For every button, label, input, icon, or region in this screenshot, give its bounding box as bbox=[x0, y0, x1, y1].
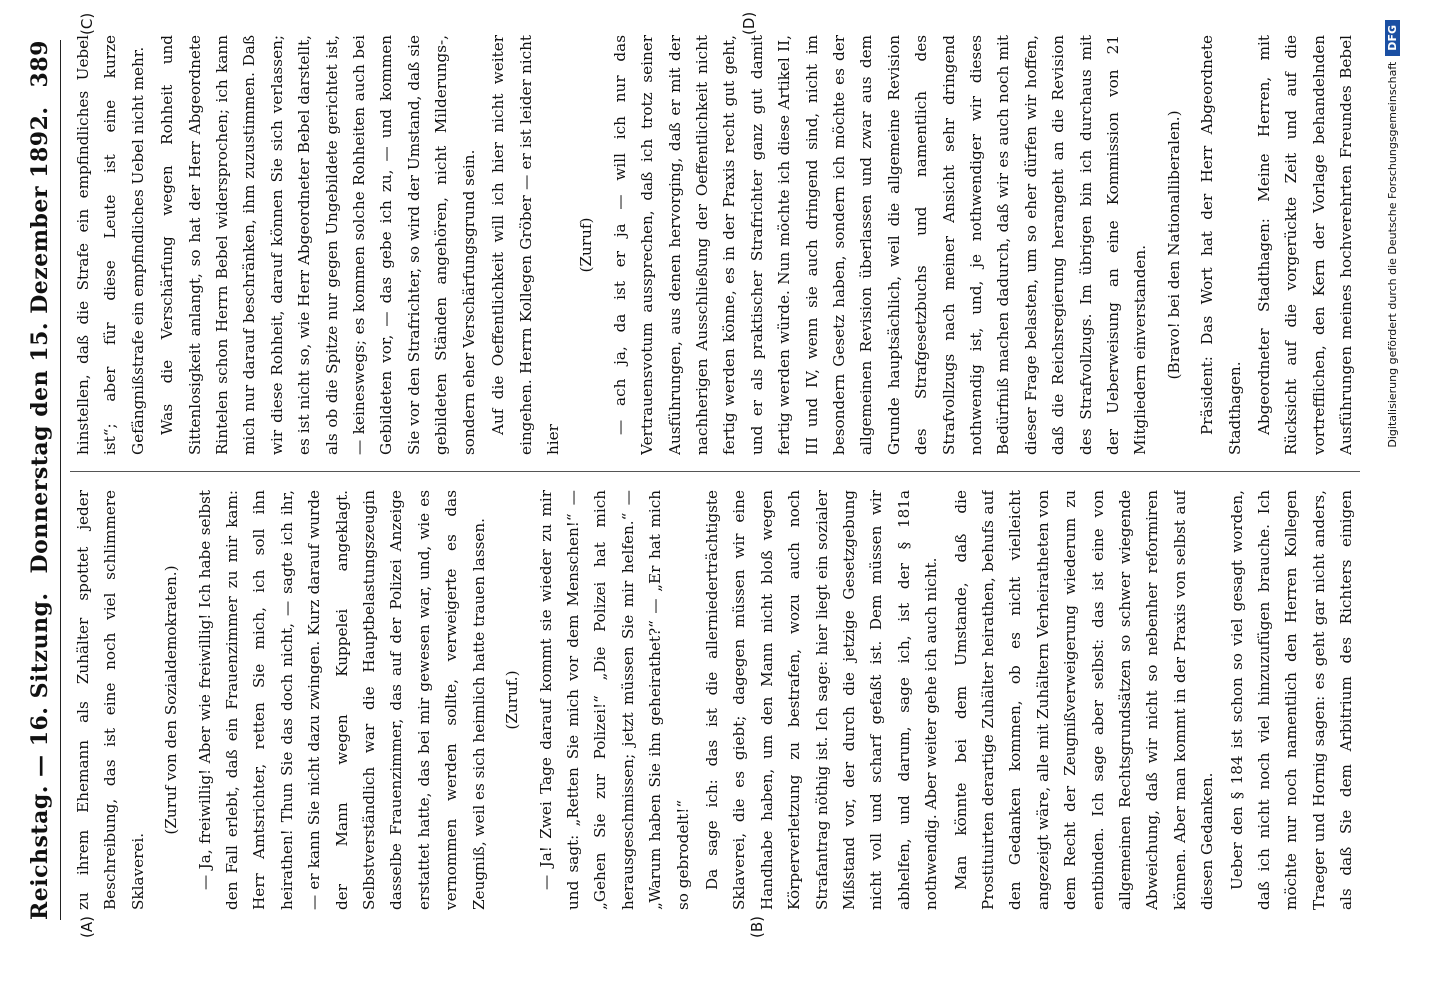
paragraph: Da sage ich: das ist die allerniederträchtigste Sklaverei, die es giebt; dagegen müssen wir eine Handhabe haben, um den Mann nicht bloß wegen Körperverletzung zu bestrafen, wozu auch noch Strafantrag nöthig ist. Ich sage: hier liegt ein sozialer Mißstand vor, der durch die jetzige Gesetzgebung nicht voll und scharf gefaßt ist. Dem müssen wir abhelfen, und darum, sage ich, ist der § 181a nothwendig. Aber weiter gehe ich auch nicht. bbox=[702, 490, 941, 910]
paragraph: hinstellen, daß die Strafe ein empfindliches Uebel ist“; aber für diese Leute ist eine kurze Gefängnißstrafe ein empfindliches Uebel nicht mehr. bbox=[74, 35, 147, 455]
header-session: Reichstag. — 16. Sitzung. bbox=[27, 592, 53, 920]
speaker-paragraph: Abgeordneter Stadthagen: Meine Herren, mit Rücksicht auf die vorgerückte Zeit und auf die vortrefflichen, den Kern der Vorlage behandelnden Ausführungen meines hochverehrten Freundes Bebel bbox=[1255, 35, 1356, 455]
margin-mark-d: (D) bbox=[740, 11, 758, 35]
paragraph: — Ja! Zwei Tage darauf kommt sie wieder zu mir und sagt: „Retten Sie mich vor dem Menschen!“ — „Gehen Sie zur Polizei!“ „Die Polizei hat mich herausgeschmissen; jetzt müssen Sie mir helfen.“ — „Warum haben Sie ihn geheirathet?“ — „Er hat mich so gebrodelt!“ bbox=[536, 490, 692, 910]
page-header bbox=[20, 40, 61, 920]
credit-text: Digitalisierung gefördert durch die Deutsche Forschungsgemeinschaft bbox=[1386, 61, 1399, 448]
interjection: (Zuruf) bbox=[577, 217, 596, 273]
digitization-credit bbox=[1385, 20, 1400, 920]
interjection: (Zuruf von den Sozialdemokraten.) bbox=[162, 565, 181, 835]
margin-mark-a: (A) bbox=[78, 916, 96, 938]
paragraph: Was die Verschärfung wegen Rohheit und Sittenlosigkeit anlangt, so hat der Herr Abgeordnete Rintelen schon Herrn Bebel widersprochen; ich kann mich nur darauf beschränken, ihm zuzustimmen. Daß wir diese Rohheit, darauf können Sie sich verlassen; es ist nicht so, wie Herr Abgeordneter Bebel darstellt, als ob die Spitze nur gegen Ungebildete gerichtet ist, — keineswegs; es kommen solche Rohheiten auch bei Gebildeten vor, — das gebe ich zu, — und kommen Sie vor den Strafrichter, so wird der Umstand, daß sie gebildeten Ständen angehören, nicht Milderungs-, sondern eher Verschärfungsgrund sein. bbox=[158, 35, 478, 455]
paragraph: zu ihrem Ehemann als Zuhälter spottet jeder Beschreibung, das ist eine noch viel schlimmere Sklaverei. bbox=[74, 490, 147, 910]
dfg-logo: DFG bbox=[1385, 20, 1400, 56]
left-column bbox=[70, 490, 1360, 910]
interjection: (Zuruf.) bbox=[503, 670, 522, 730]
president-statement: Präsident: Das Wort hat der Herr Abgeordnete Stadthagen. bbox=[1198, 35, 1244, 455]
page-number: 389 bbox=[27, 40, 53, 88]
column-divider bbox=[70, 471, 1360, 472]
paragraph: — Ja, freiwillig! Aber wie freiwillig! Ich habe selbst den Fall erlebt, daß ein Frauenzimmer zu mir kam: Herr Amtsrichter, retten Sie mich, ich soll ihn heirathen! Thun Sie das doch nicht, — sagte ich ihr, — er kann Sie nicht dazu zwingen. Kurz darauf wurde der Mann wegen Kuppelei angeklagt. Selbstverständlich war die Hauptbelastungszeugin dasselbe Frauenzimmer, das auf der Polizei Anzeige erstattet hatte, das bei mir gewesen war, und, wie es vernommen werden sollte, verweigerte es das Zeugniß, weil es sich heimlich hatte trauen lassen. bbox=[195, 490, 488, 910]
paragraph: Auf die Oeffentlichkeit will ich hier nicht weiter eingehen. Herrn Kollegen Gröber — er ist leider nicht hier bbox=[489, 35, 562, 455]
header-date: Donnerstag den 15. Dezember 1892. bbox=[27, 106, 53, 574]
paragraph: — ach ja, da ist er ja — will ich nur das Vertrauensvotum aussprechen, daß ich trotz seiner Ausführungen, aus denen hervorging, daß er mit der nachherigen Ausschließung der Oeffentlichkeit nicht fertig werden könne, es in der Praxis recht gut geht, und er als praktischer Strafrichter ganz gut damit fertig werden würde. Nun möchte ich diese Artikel II, III und IV, wenn sie auch dringend sind, nicht im besondern Gesetz haben, sondern ich möchte es der allgemeinen Revision überlassen und zwar aus dem Grunde hauptsächlich, weil die allgemeine Revision des Strafgesetzbuchs und namentlich des Strafvollzugs nach meiner Ansicht sehr dringend nothwendig ist, und, je nothwendiger wir dieses Bedürfniß machen dadurch, daß wir es auch noch mit dieser Frage belasten, um so eher dürfen wir hoffen, daß die Reichsregierung herangeht an die Revision des Strafvollzugs. Im übrigen bin ich durchaus mit der Ueberweisung an eine Kommission von 21 Mitgliedern einverstanden. bbox=[610, 35, 1150, 455]
paragraph: Ueber den § 184 ist schon so viel gesagt worden, daß ich nicht noch viel hinzuzufügen brauche. Ich möchte nur noch namentlich den Herren Kollegen Traeger und Hornig sagen: es geht gar nicht anders, als daß Sie dem Arbitrium des Richters einigen bbox=[1227, 490, 1356, 910]
paragraph: Man könnte bei dem Umstande, daß die Prostituirten derartige Zuhälter heirathen, behufs auf den Gedanken kommen, ob es nicht vielleicht angezeigt wäre, alle mit Zuhältern Verheiratheten von dem Recht der Zeugnißverweigerung wiederum zu entbinden. Ich sage aber selbst: das ist eine von allgemeinen Rechtsgrundsätzen so schwer wiegende Abweichung, daß wir nicht so nebenher reformiren können. Aber man kommt in der Praxis von selbst auf diesen Gedanken. bbox=[951, 490, 1217, 910]
right-column bbox=[70, 35, 1360, 455]
applause-note: (Bravo! bei den Nationalliberalen.) bbox=[1164, 110, 1183, 380]
margin-mark-b: (B) bbox=[748, 916, 766, 938]
margin-mark-c: (C) bbox=[78, 12, 96, 35]
